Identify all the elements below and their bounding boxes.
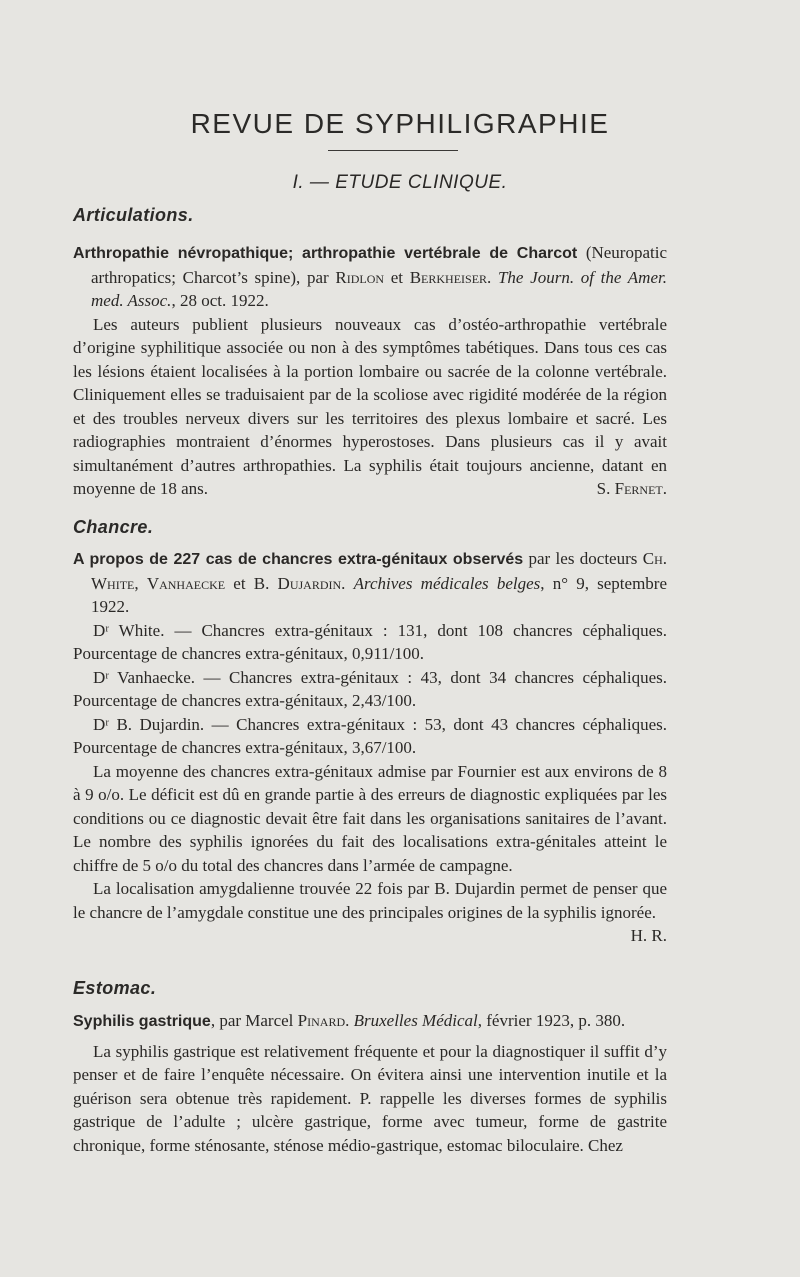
author-name: Ch. White [91,549,667,593]
article-title: Arthropathie névropathique; arthropathie vertébrale de Charcot [73,245,578,262]
author-name: Berkheiser [409,267,488,287]
signature: H. R. [630,926,667,945]
article-paragraph: Dʳ Vanhaecke. — Chancres extra-génitaux : 43, dont 34 chancres céphaliques. Pourcentage de chancres extra-génitaux, 2,43/100. [73,667,667,710]
journal-name: The Journ. of the Amer. med. Assoc. [91,267,667,310]
author-name: Ridlon [335,267,385,287]
author-name: Vanhaecke [146,573,226,593]
part-heading: I. — ETUDE CLINIQUE. [292,172,508,193]
article-chancres [73,547,667,948]
article-title: Syphilis gastrique [73,1013,211,1030]
title-rule [328,150,458,151]
article-syphilis-gastrique [73,1009,667,1157]
article-paragraph: Dʳ B. Dujardin. — Chancres extra-génitaux : 53, dont 43 chancres céphaliques. Pourcentage de chancres extra-génitaux, 3,67/100. [73,714,667,757]
article-paragraph: Dʳ White. — Chancres extra-génitaux : 131, dont 108 chancres céphaliques. Pourcentage de chancres extra-génitaux, 0,911/100. [73,620,667,663]
signature: S. Fernet. [596,479,667,498]
article-title: A propos de 227 cas de chancres extra-génitaux observés [73,551,524,568]
article-body: La syphilis gastrique est relativement fréquente et pour la diagnostiquer il suffit d’y penser et de faire l’enquête nécessaire. On évitera ainsi une intervention inutile et la guérison sera obtenue très rapidement. P. rappelle les diverses formes de syphilis gastrique de l’adulte ; ulcère gastrique, forme avec tumeur, forme de gastrite chronique, forme sténosante, sténose médio-gastrique, estomac biloculaire. Chez [73,1041,667,1155]
running-title: REVUE DE SYPHILIGRAPHIE [190,108,610,139]
section-heading-chancre: Chancre. [73,517,154,537]
journal-name: Archives médicales belges [353,573,541,593]
section-heading-articulations: Articulations. [73,205,194,225]
article-paragraph: La localisation amygdalienne trouvée 22 fois par B. Dujardin permet de penser que le chancre de l’amygdale constitue une des principales origines de la syphilis ignorée. H. R. [73,877,667,924]
journal-name: Bruxelles Médical [353,1011,478,1030]
section-heading-estomac: Estomac. [73,978,157,998]
article-citation: A propos de 227 cas de chancres extra-génitaux observés par les docteurs Ch. White, Vanhaecke et B. Dujardin. Archives médicales belges, n° 9, septembre 1922. [73,549,668,616]
author-name: B. Dujardin [253,573,342,593]
article-citation: Syphilis gastrique, par Marcel Pinard. Bruxelles Médical, février 1923, p. 380. [73,1011,626,1030]
article-paragraph: La moyenne des chancres extra-génitaux admise par Fournier est aux environs de 8 à 9 o/o. Le déficit est dû en grande partie à des erreurs de diagnostic expliquées par les conditions ou ce diagnostic devait être fait dans les organisations sanitaires de l’avant. Le nombre des syphilis ignorées du fait des localisations extra-génitales atteint le chiffre de 5 o/o du total des chancres dans l’armée de campagne. [73,761,667,875]
article-body: Les auteurs publient plusieurs nouveaux cas d’ostéo-arthropathie vertébrale d’origine syphilitique associée ou non à des symptômes tabétiques. Dans tous ces cas les lésions étaient localisées à la portion lombaire ou sacrée de la colonne vertébrale. Cliniquement elles se traduisaient par de la scoliose avec rigidité modérée de la région et des troubles nerveux divers sur les territoires des plexus lombaire et sacré. Les radiographies montraient d’énormes hyperostoses. Dans plusieurs cas il y avait simultanément d’autres arthropathies. La syphilis était toujours ancienne, datant en moyenne de 18 ans. S. Fernet. [73,313,667,501]
article-arthropathie [73,241,667,501]
author-name: Pinard [297,1011,346,1030]
article-citation: Arthropathie névropathique; arthropathie vertébrale de Charcot (Neuropatic arthropatics; Charcot’s spine), par Ridlon et Berkheiser. The Journ. of the Amer. med. Assoc., 28 oct. 1922. [73,243,667,310]
